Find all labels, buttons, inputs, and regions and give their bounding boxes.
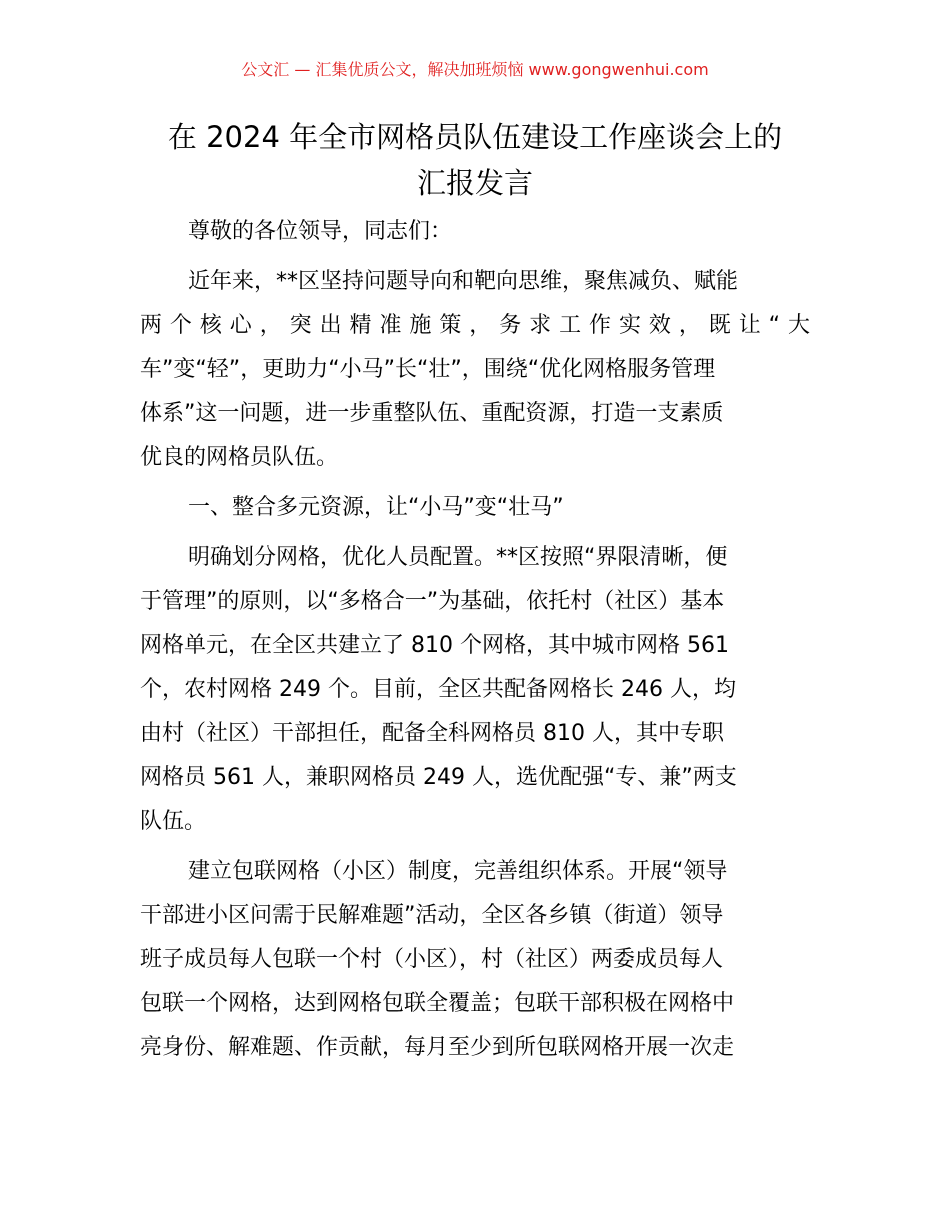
document-title (140, 114, 810, 206)
salutation-text: 尊敬的各位领导，同志们： (188, 219, 453, 244)
title-line: 汇报发言 (416, 166, 533, 200)
text-line: 建立包联网格（小区）制度，完善组织体系。开展“领导 (188, 859, 728, 884)
text-line: 于管理”的原则，以“多格合一”为基础，依托村（社区）基本 (140, 589, 725, 614)
title-line: 在 2024 年全市网格员队伍建设工作座谈会上的 (167, 120, 783, 154)
text-line: 优良的网格员队伍。 (140, 445, 339, 470)
text-line: 近年来，**区坚持问题导向和靶向思维，聚焦减负、赋能 (188, 269, 739, 294)
text-line: 两个核心，突出精准施策，务求工作实效，既让“大 (140, 313, 810, 338)
section-heading-text: 一、整合多元资源，让“小马”变“壮马” (188, 495, 564, 520)
text-line: 包联一个网格，达到网格包联全覆盖；包联干部积极在网格中 (140, 991, 735, 1016)
site-banner: 公文汇 — 汇集优质公文，解决加班烦恼 www.gongwenhui.com (241, 60, 709, 79)
text-line: 明确划分网格，优化人员配置。**区按照“界限清晰，便 (188, 545, 728, 570)
salutation (140, 210, 810, 254)
text-line: 亮身份、解难题、作贡献，每月至少到所包联网格开展一次走 (140, 1035, 735, 1060)
text-line: 车”变“轻”，更助力“小马”长“壮”，围绕“优化网格服务管理 (140, 357, 716, 382)
text-line: 班子成员每人包联一个村（小区），村（社区）两委成员每人 (140, 947, 724, 972)
text-line: 体系”这一问题，进一步重整队伍、重配资源，打造一支素质 (140, 401, 724, 426)
text-line: 网格单元，在全区共建立了 810 个网格，其中城市网格 561 (140, 633, 729, 658)
text-line: 队伍。 (140, 809, 207, 834)
section-heading (140, 486, 810, 530)
text-line: 由村（社区）干部担任，配备全科网格员 810 人，其中专职 (140, 721, 724, 746)
paragraph-grid-division (140, 536, 810, 844)
paragraph-intro (140, 260, 810, 480)
text-line: 网格员 561 人，兼职网格员 249 人，选优配强“专、兼”两支 (140, 765, 737, 790)
text-line: 个，农村网格 249 个。目前，全区共配备网格长 246 人，均 (140, 677, 736, 702)
text-line: 干部进小区问需于民解难题”活动，全区各乡镇（街道）领导 (140, 903, 724, 928)
paragraph-liaison-system (140, 850, 810, 1070)
document-body (140, 210, 810, 1076)
